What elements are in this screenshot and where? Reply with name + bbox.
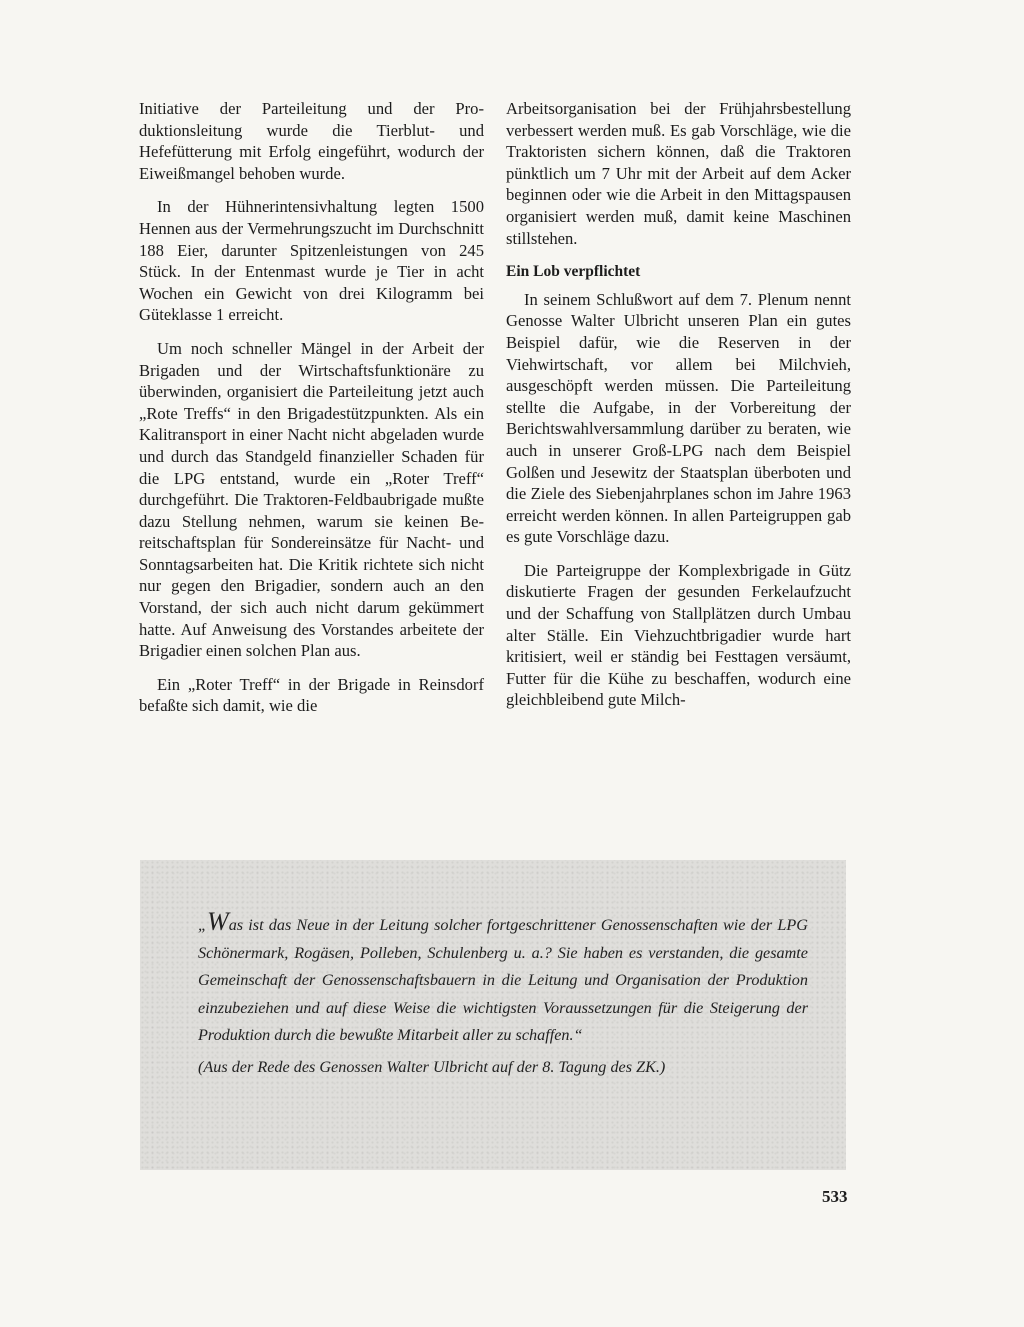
quote-initial: W — [207, 907, 229, 936]
left-column — [139, 98, 484, 729]
paragraph: Ein „Roter Treff“ in der Brigade in Reinsdorf befaßte sich damit, wie die — [139, 674, 484, 716]
quote-source: (Aus der Rede des Genossen Walter Ulbricht auf der 8. Tagung des ZK.) — [198, 1057, 666, 1076]
paragraph: Um noch schneller Mängel in der Arbeit der Brigaden und der Wirtschaftsfunktionäre zu überwinden, organisiert die Parteileitung jetzt auch „Rote Treffs“ in den Brigadestützpunkten. Als ein Kalitransport in einer Nacht nicht abgeladen wurde und durch das Standgeld finanzieller Schaden für die LPG entstand, wurde ein „Roter Treff“ durchgeführt. Die Traktoren-Feldbaubrigade mußte dazu Stellung nehmen, warum sie keinen Bereitschaftsplan für Sondereinsätze für Nacht- und Sonntagsarbeiten hat. Die Kritik richtete sich nicht nur gegen den Brigadier, sondern auch an den Vorstand, der sich auch nicht darum gekümmert hatte. Auf Anweisung des Vorstandes arbeitete der Brigadier einen solchen Plan aus. — [139, 338, 484, 661]
quote-open-mark: „ — [198, 916, 208, 934]
page-number: 533 — [822, 1187, 848, 1206]
quote-content: as ist das Neue in der Leitung solcher fortgeschrittener Genossenschaften wie der LPG Schönermark, Rogäsen, Polleben, Schulenberg u. a.? Sie haben es verstanden, die gesamte Gemeinschaft der Genossenschaftsbauern in die Leitung und Organisation der Produktion einzubeziehen und auf diese Weise die wichtigsten Voraussetzungen für die Steigerung der Produktion durch die bewußte Mitarbeit aller zu schaffen.“ — [198, 916, 808, 1045]
paragraph: Arbeitsorganisation bei der Frühjahrsbestellung verbessert werden muß. Es gab Vorschläge, wie die Traktoristen sichern können, daß die Traktoren pünktlich um 7 Uhr mit der Arbeit auf dem Acker beginnen oder wie die Arbeit in den Mittagspausen organisiert werden muß, damit keine Maschinen stillstehen. — [506, 99, 851, 248]
paragraph: In der Hühnerintensivhaltung legten 1500 Hennen aus der Vermehrungszucht im Durchschnitt 188 Eier, darunter Spitzenleistungen von 245 Stück. In der Entenmast wurde je Tier in acht Wochen ein Gewicht von drei Kilogramm bei Güteklasse 1 erreicht. — [139, 197, 484, 325]
section-heading: Ein Lob verpflichtet — [506, 263, 641, 281]
quote-box — [140, 860, 846, 1170]
quote-body — [198, 908, 808, 1050]
quote-text — [198, 908, 808, 1082]
paragraph: Initiative der Parteileitung und der Produktionsleitung wurde die Tierblut- und Hefefütterung mit Erfolg eingeführt, wodurch der Eiweißmangel behoben wurde. — [139, 99, 484, 183]
paragraph: Die Parteigruppe der Komplexbrigade in Gütz diskutierte Fragen der gesunden Ferkelaufzucht und der Schaffung von Stallplätzen durch Umbau alter Ställe. Ein Viehzuchtbrigadier wurde hart kritisiert, weil er ständig bei Festtagen versäumt, Futter für die Kühe zu beschaffen, wodurch eine gleichbleibend gute Milch- — [506, 560, 851, 710]
paragraph: In seinem Schlußwort auf dem 7. Plenum nennt Genosse Walter Ulbricht unseren Plan ein gutes Beispiel dafür, wie die Reserven in der Viehwirtschaft, vor allem bei Milchvieh, ausgeschöpft werden müssen. Die Parteileitung stellte die Aufgabe, in der Vorbereitung der Berichtswahlversammlung darüber zu beraten, wie auch in unserer Groß-LPG nach dem Beispiel Golßen und Jesewitz der Staatsplan überboten und die Ziele des Siebenjahrplanes schon im Jahre 1963 erreicht werden können. In allen Parteigruppen gab es gute Vorschläge dazu. — [506, 289, 851, 547]
right-column — [506, 98, 851, 723]
